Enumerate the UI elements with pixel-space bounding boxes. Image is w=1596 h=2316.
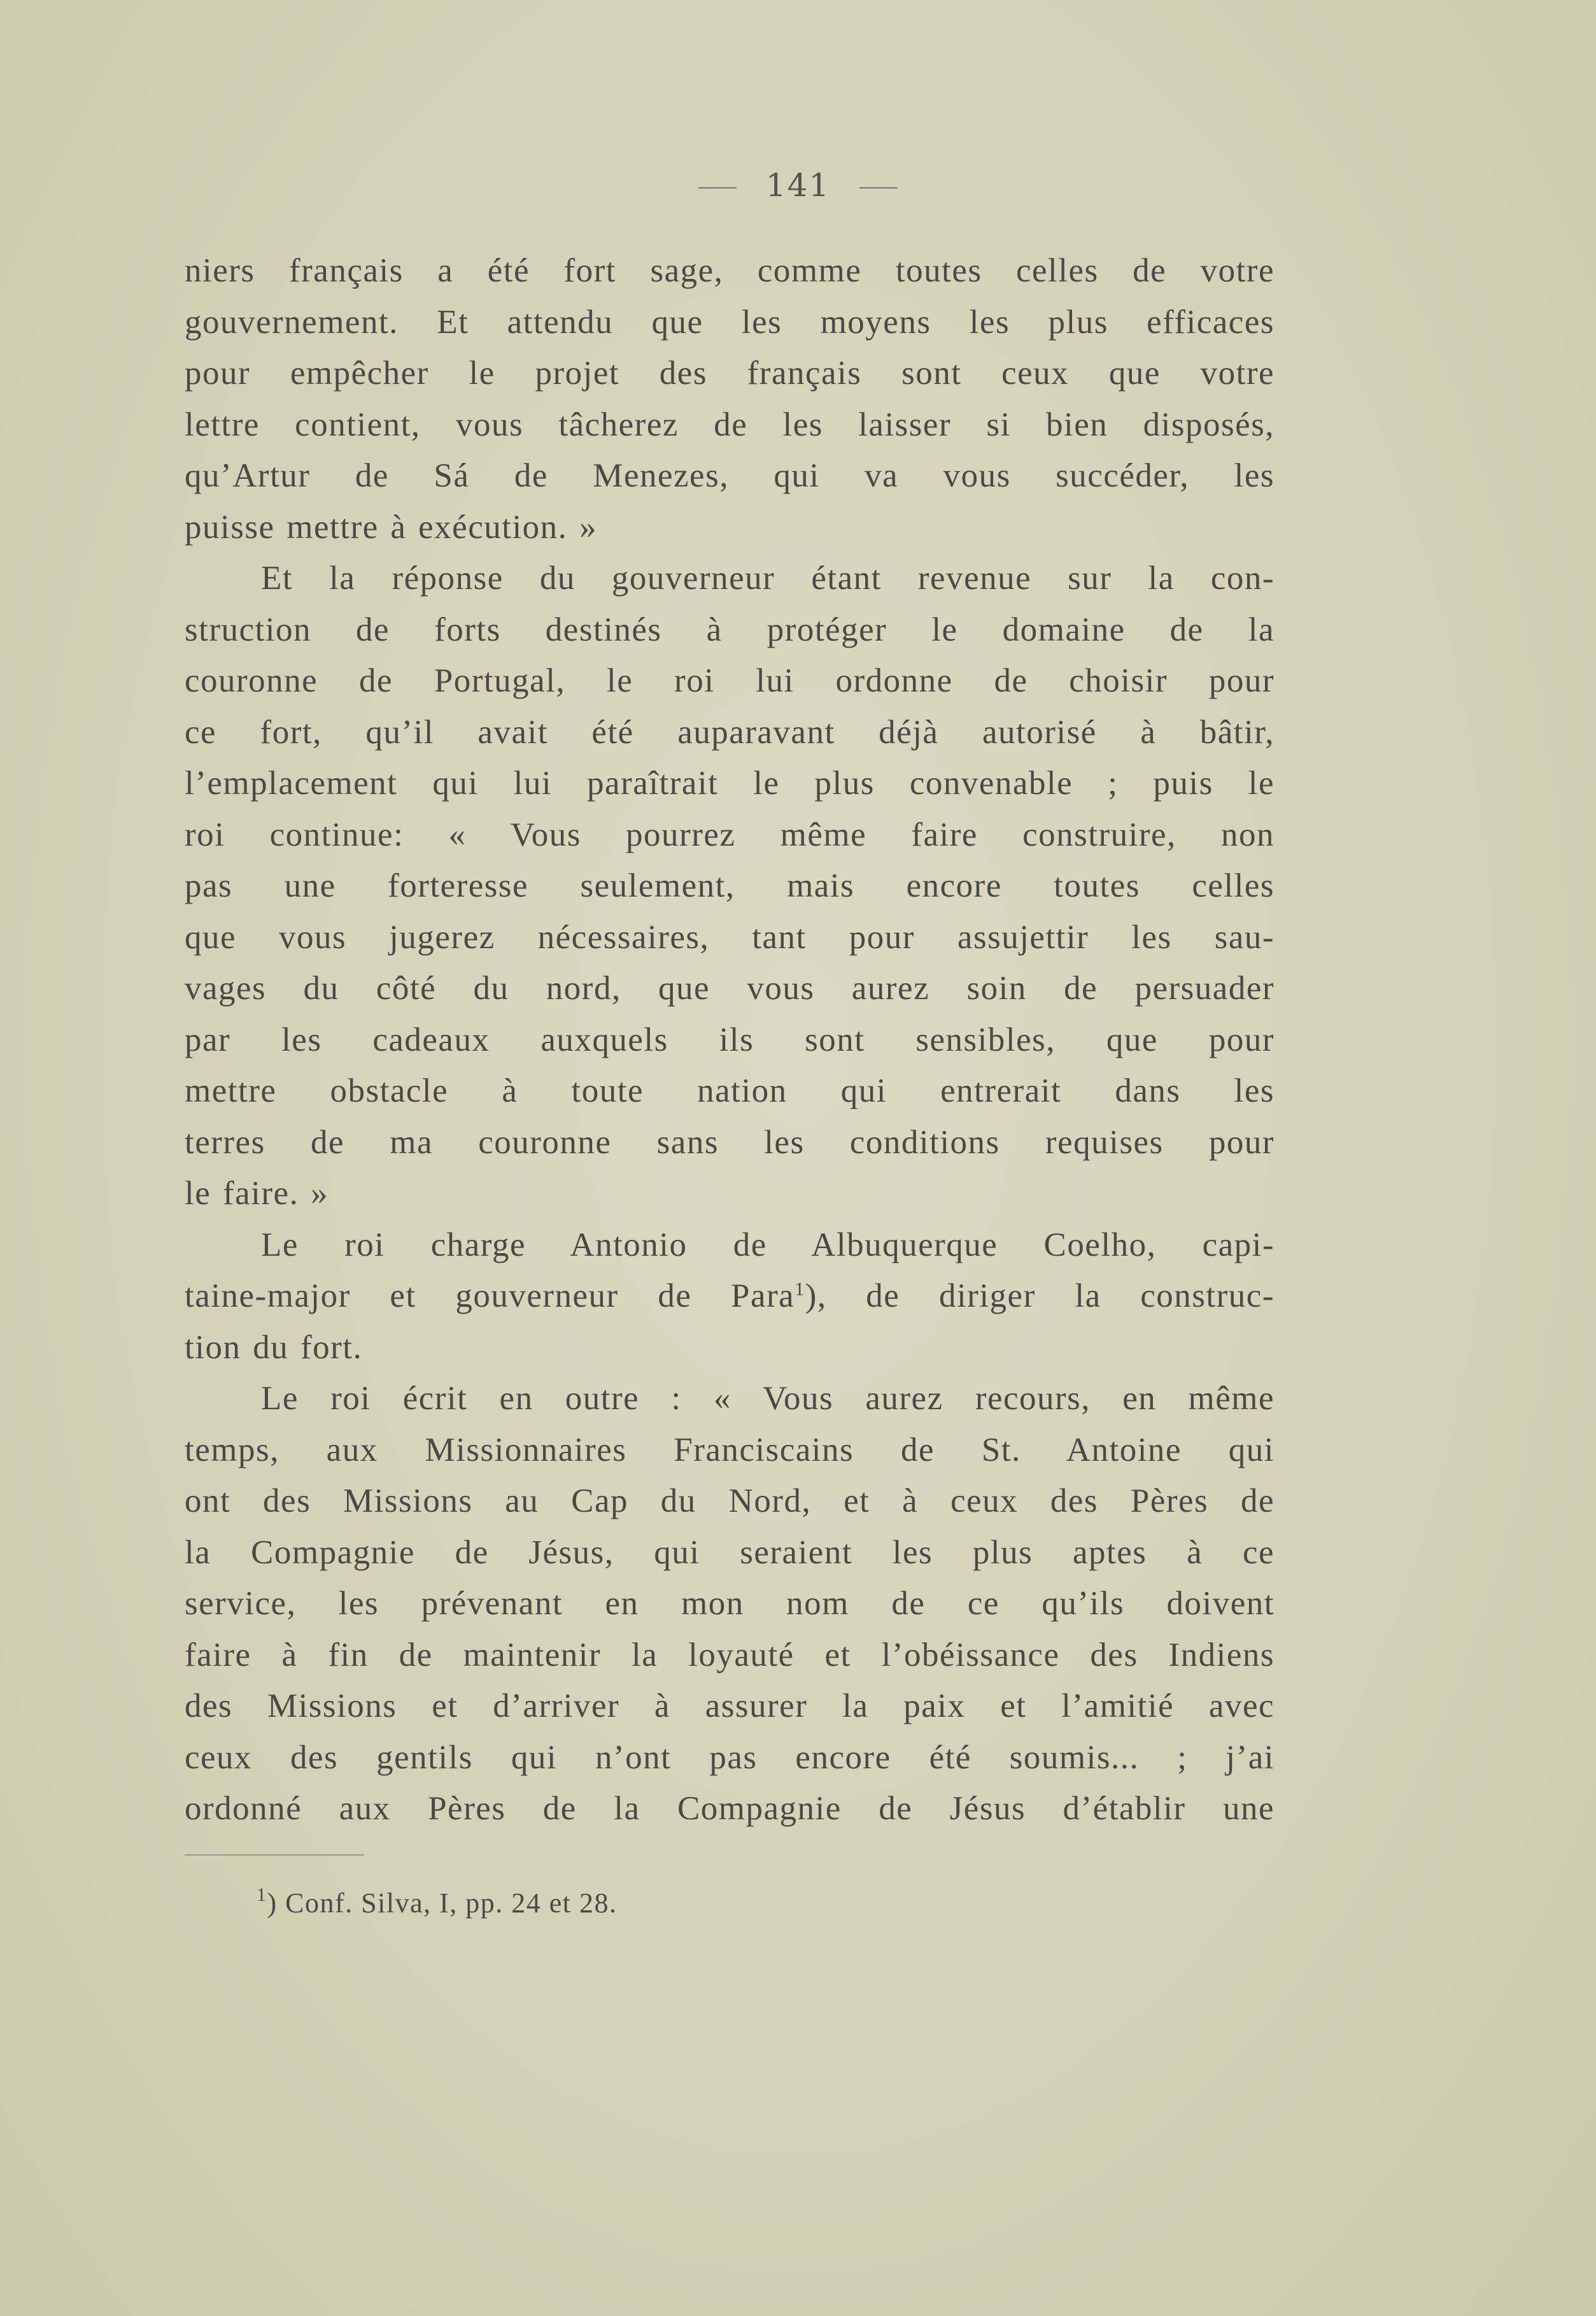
text-line: Et la réponse du gouverneur étant revenue sur la con-: [261, 560, 1275, 597]
text-line: struction de forts destinés à protéger le domaine de la: [185, 611, 1275, 648]
text-line-with-footnote-ref: [185, 1270, 1275, 1322]
text-line: terres de ma couronne sans les conditions requises pour: [185, 1123, 1275, 1161]
text-line-end: ), de diriger la construc-: [805, 1277, 1275, 1314]
text-line: Le roi charge Antonio de Albuquerque Coelho, capi-: [261, 1226, 1275, 1263]
text-line: temps, aux Missionnaires Franciscains de St. Antoine qui: [185, 1431, 1275, 1468]
text-line: pas une forteresse seulement, mais encore toutes celles: [185, 867, 1275, 904]
footnote: [257, 1884, 618, 1919]
text-line: l’emplacement qui lui paraîtrait le plus convenable ; puis le: [185, 765, 1275, 802]
page-number-dash-right: [859, 187, 898, 188]
text-line: roi continue: « Vous pourrez même faire construire, non: [185, 816, 1275, 853]
body-text: [185, 245, 1275, 1835]
text-line: pour empêcher le projet des français sont ceux que votre: [185, 355, 1275, 392]
text-line: la Compagnie de Jésus, qui seraient les plus aptes à ce: [185, 1533, 1275, 1571]
text-line: puisse mettre à exécution. »: [185, 508, 598, 546]
text-line: ordonné aux Pères de la Compagnie de Jésus d’établir une: [185, 1790, 1275, 1827]
page-number-dash-left: [698, 187, 737, 188]
footnote-divider: [185, 1854, 364, 1856]
text-line: couronne de Portugal, le roi lui ordonne de choisir pour: [185, 662, 1275, 699]
text-line: ce fort, qu’il avait été auparavant déjà autorisé à bâtir,: [185, 713, 1275, 751]
text-line: lettre contient, vous tâcherez de les laisser si bien disposés,: [185, 406, 1275, 443]
text-line: niers français a été fort sage, comme toutes celles de votre: [185, 252, 1275, 289]
text-line: ont des Missions au Cap du Nord, et à ceux des Pères de: [185, 1482, 1275, 1519]
text-line: que vous jugerez nécessaires, tant pour assujettir les sau-: [185, 918, 1275, 956]
text-line: des Missions et d’arriver à assurer la paix et l’amitié avec: [185, 1687, 1275, 1724]
footnote-marker: 1: [257, 1884, 267, 1905]
text-line: ceux des gentils qui n’ont pas encore été soumis... ; j’ai: [185, 1738, 1275, 1776]
text-line: Le roi écrit en outre : « Vous aurez recours, en même: [261, 1380, 1275, 1417]
page-number: [0, 167, 1596, 204]
text-line: mettre obstacle à toute nation qui entrerait dans les: [185, 1072, 1275, 1109]
page-number-value: 141: [765, 167, 831, 204]
footnote-paren: ): [267, 1887, 278, 1919]
footnote-reference[interactable]: 1: [794, 1279, 805, 1300]
text-line: par les cadeaux auxquels ils sont sensibles, que pour: [185, 1021, 1275, 1058]
text-line: service, les prévenant en mon nom de ce qu’ils doivent: [185, 1585, 1275, 1622]
footnote-text: Conf. Silva, I, pp. 24 et 28.: [285, 1887, 618, 1919]
text-line: le faire. »: [185, 1175, 329, 1212]
text-line: tion du fort.: [185, 1328, 363, 1366]
text-line: faire à fin de maintenir la loyauté et l’obéissance des Indiens: [185, 1636, 1275, 1673]
text-line: vages du côté du nord, que vous aurez soin de persuader: [185, 970, 1275, 1007]
text-line: qu’Artur de Sá de Menezes, qui va vous succéder, les: [185, 457, 1275, 494]
text-line: gouvernement. Et attendu que les moyens les plus efficaces: [185, 303, 1275, 341]
text-line-start: taine-major et gouverneur de Para: [185, 1277, 795, 1314]
